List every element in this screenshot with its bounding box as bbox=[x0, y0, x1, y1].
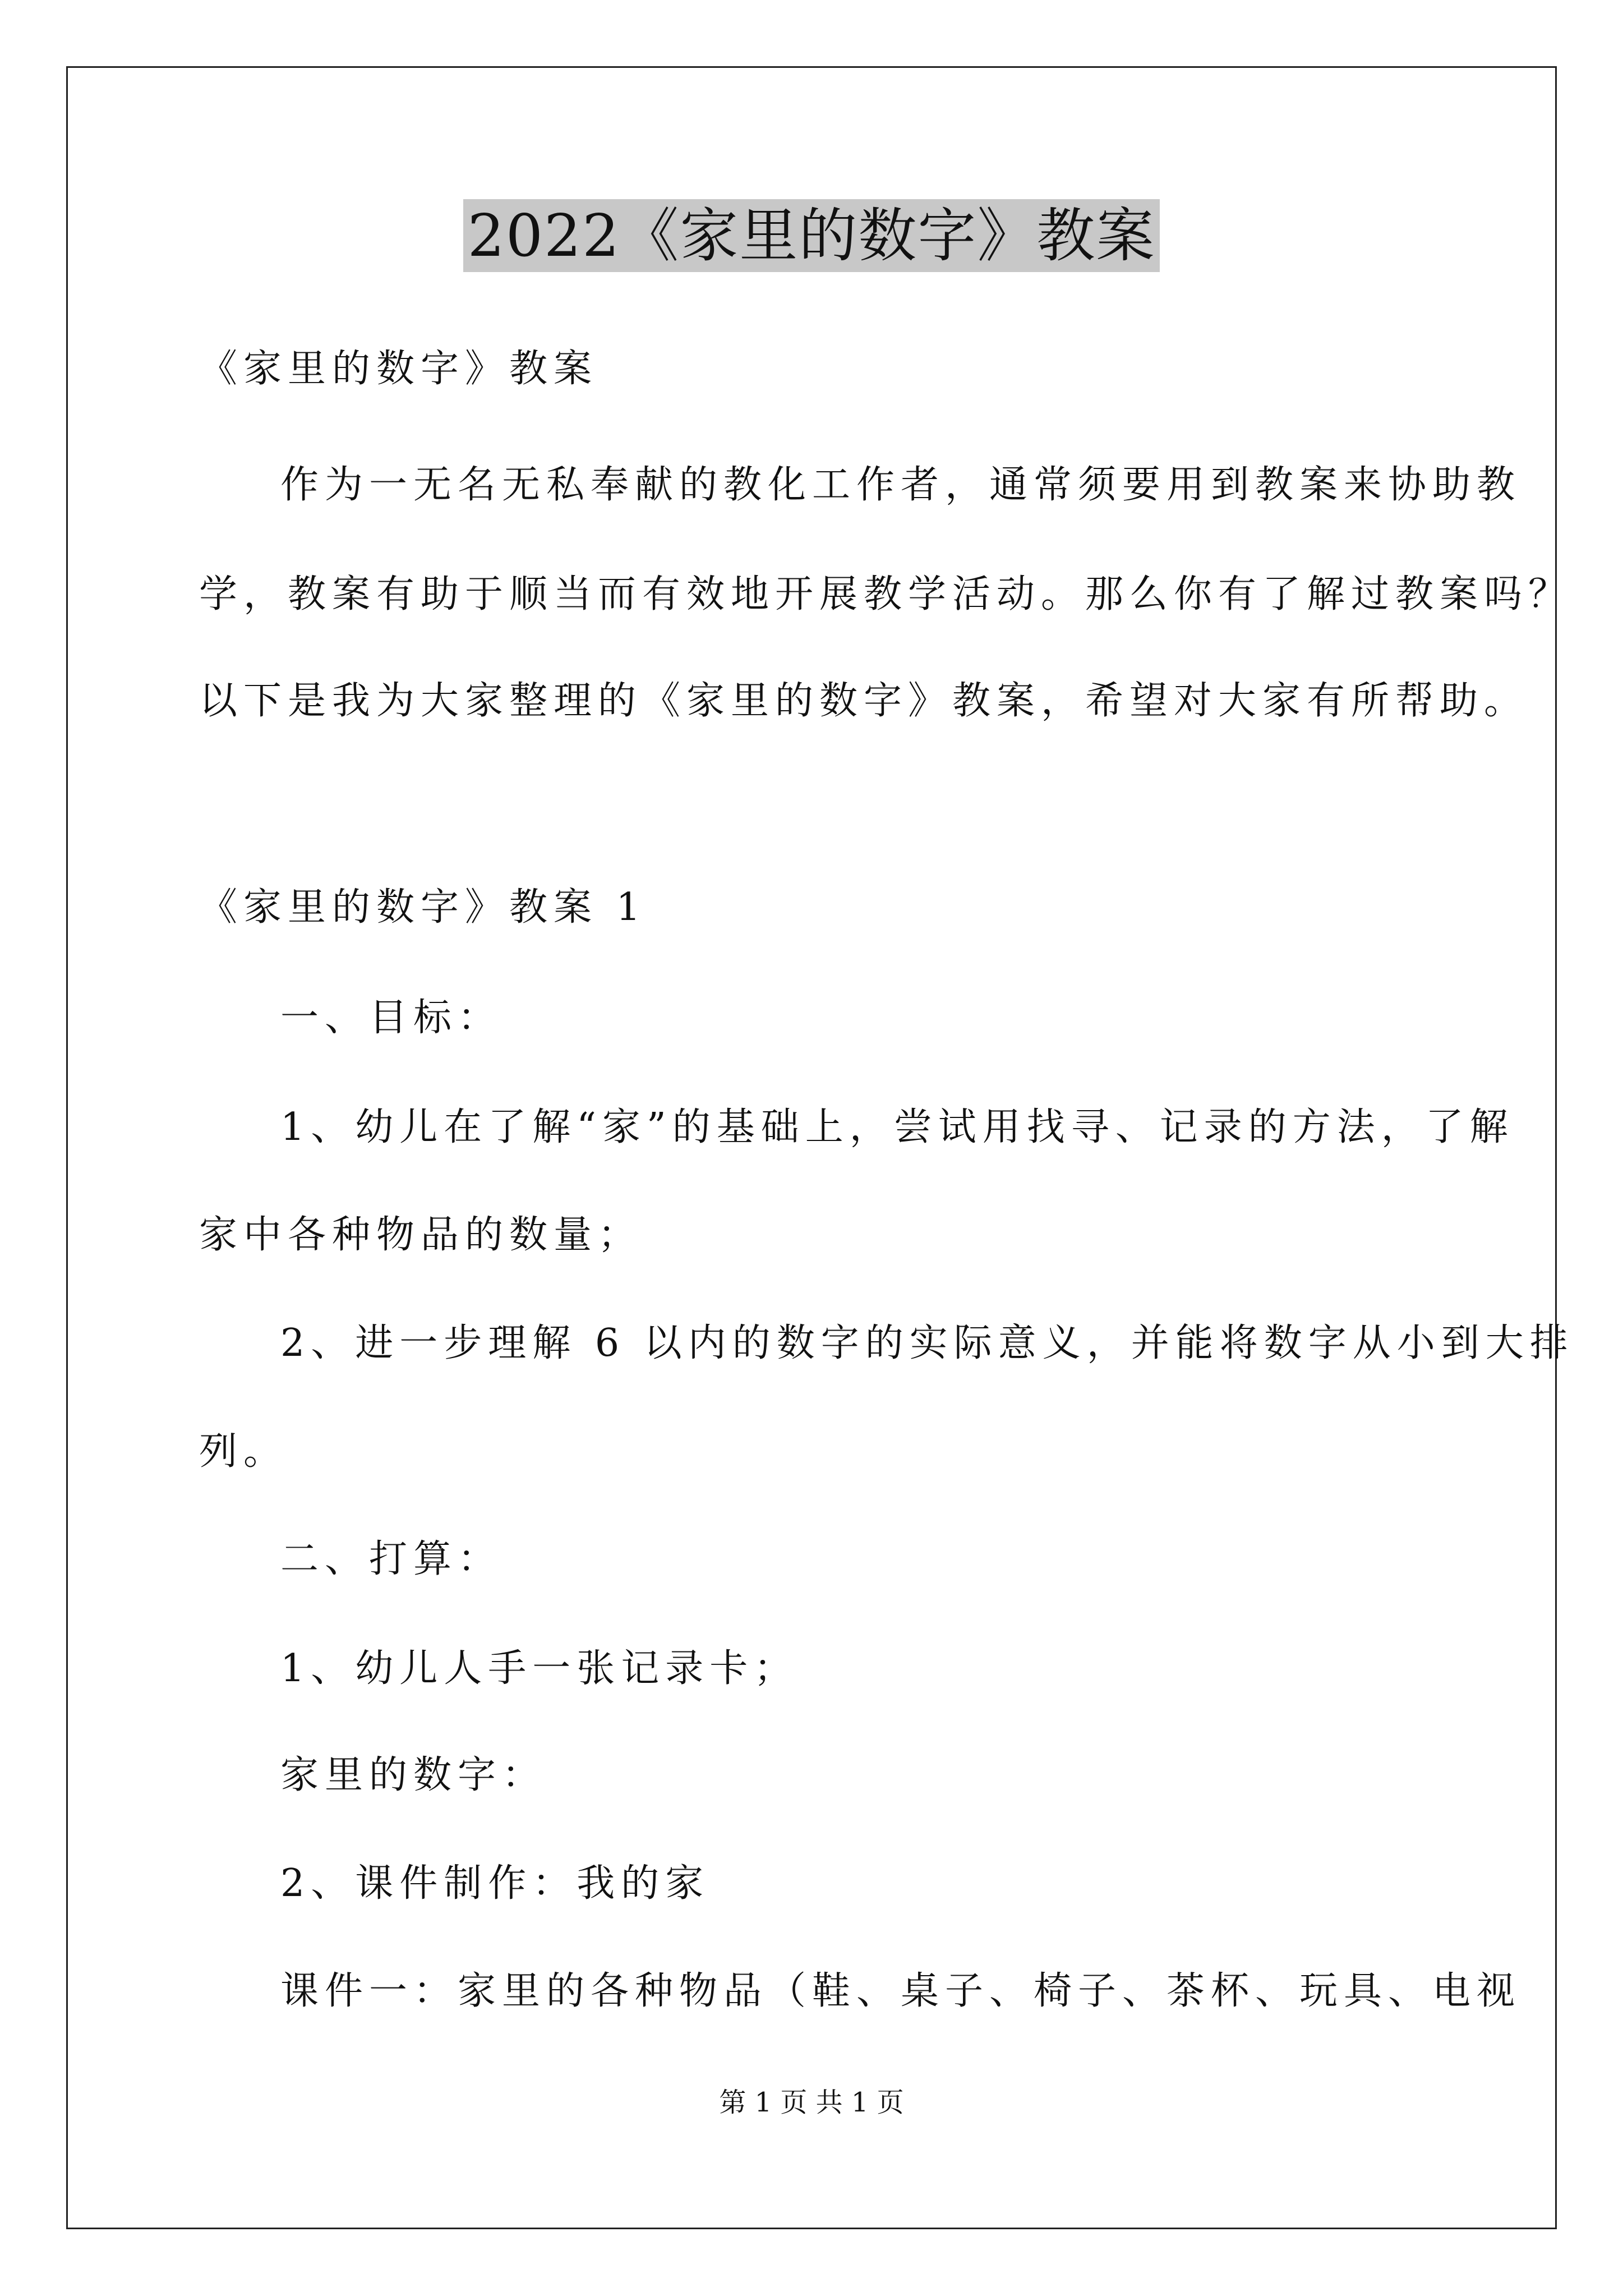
intro-line-1: 作为一无名无私奉献的教化工作者，通常须要用到教案来协助教 bbox=[280, 463, 1521, 507]
prep-item-2: 2、课件制作：我的家 bbox=[280, 1861, 710, 1906]
courseware-line: 课件一：家里的各种物品（鞋、桌子、椅子、茶杯、玩具、电视 bbox=[280, 1969, 1521, 2013]
goal-item-1-line-1: 1、幼儿在了解“家”的基础上，尝试用找寻、记录的方法，了解 bbox=[280, 1105, 1514, 1149]
title-container bbox=[0, 199, 1623, 272]
page-footer: 第 1 页 共 1 页 bbox=[719, 2087, 904, 2118]
intro-line-2: 学，教案有助于顺当而有效地开展教学活动。那么你有了解过教案吗？ bbox=[199, 572, 1573, 616]
intro-line-3: 以下是我为大家整理的《家里的数字》教案，希望对大家有所帮助。 bbox=[199, 679, 1529, 723]
subtitle-line: 《家里的数字》教案 bbox=[199, 347, 598, 391]
prep-heading: 二、打算： bbox=[280, 1537, 502, 1581]
document-title: 2022《家里的数字》教案 bbox=[463, 199, 1160, 272]
record-card-label: 家里的数字： bbox=[280, 1753, 547, 1797]
prep-item-1: 1、幼儿人手一张记录卡； bbox=[280, 1646, 799, 1691]
goal-item-2-line-1: 2、进一步理解 6 以内的数字的实际意义，并能将数字从小到大排 bbox=[280, 1321, 1574, 1365]
goal-item-1-line-2: 家中各种物品的数量； bbox=[199, 1213, 643, 1257]
goal-item-2-line-2: 列。 bbox=[199, 1429, 288, 1474]
section-heading-1: 《家里的数字》教案 1 bbox=[199, 885, 647, 930]
goal-heading: 一、目标： bbox=[280, 996, 502, 1040]
